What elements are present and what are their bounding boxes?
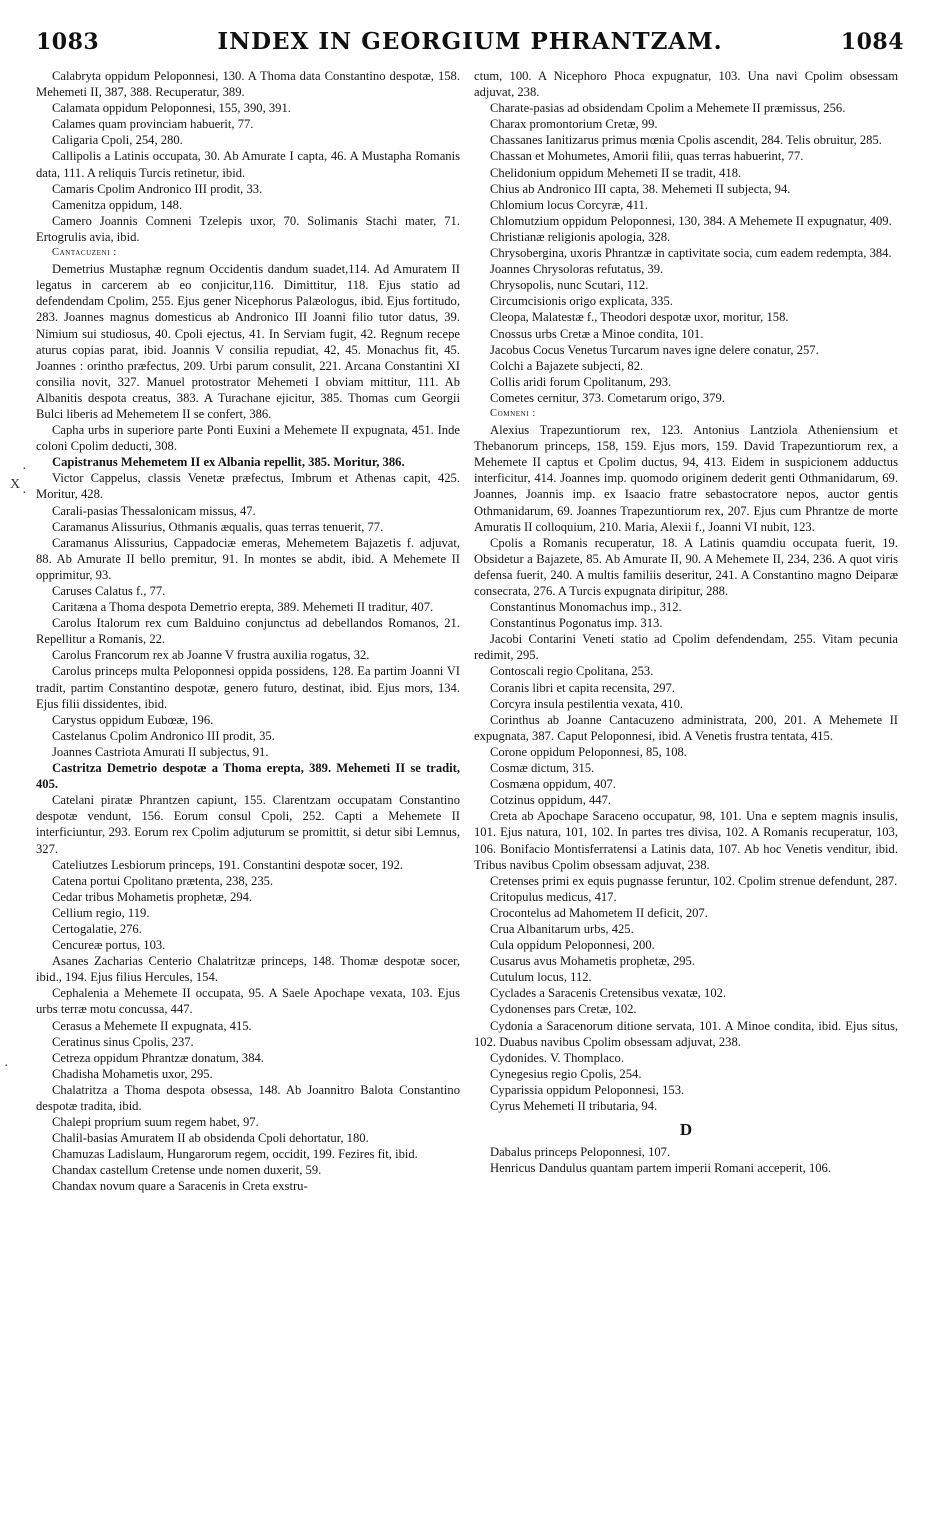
index-entry: ctum, 100. A Nicephoro Phoca expugnatur, 103. Una navi Cpolim obsessam adjuvat, 238. bbox=[474, 69, 898, 100]
index-entry: Cyclades a Saracenis Cretensibus vexatæ, 102. bbox=[490, 986, 727, 1001]
page-number-right: 1084 bbox=[840, 29, 904, 55]
index-entry: Asanes Zacharias Centerio Chalatritzæ princeps, 148. Thomæ despotæ socer, ibid., 194. Ejus filius Hercules, 154. bbox=[36, 954, 460, 985]
section-letter: D bbox=[679, 1120, 693, 1140]
index-section-label: Comneni : bbox=[490, 407, 536, 419]
index-entry: Cleopa, Malatestæ f., Theodori despotæ uxor, moritur, 158. bbox=[490, 310, 789, 325]
index-entry: Cutulum locus, 112. bbox=[490, 970, 592, 985]
index-entry: Henricus Dandulus quantam partem imperii Romani acceperit, 106. bbox=[490, 1161, 831, 1176]
index-entry: Constantinus Monomachus imp., 312. bbox=[490, 600, 682, 615]
index-entry: Cpolis a Romanis recuperatur, 18. A Latinis quamdiu occupata fuerit, 19. Obsidetur a Bajazete, 85. Ab Amurate II, 90. A Mehemete II, 234, 236. A quot viris defensa fuerit, 240. A multis familiis deseritur, 241. A Constantino magno Deiparæ consecrata, 276. A Turcis expugnata diripitur, 288. bbox=[474, 535, 898, 598]
index-entry: Carali-pasias Thessalonicam missus, 47. bbox=[52, 503, 256, 518]
index-entry: Cnossus urbs Cretæ a Minoe condita, 101. bbox=[490, 326, 704, 341]
index-entry: Critopulus medicus, 417. bbox=[490, 889, 617, 904]
index-entry: Cynegesius regio Cpolis, 254. bbox=[490, 1066, 642, 1081]
index-entry: Calames quam provinciam habuerit, 77. bbox=[52, 117, 254, 132]
index-entries-c bbox=[474, 68, 898, 1114]
index-entry: Capha urbs in superiore parte Ponti Euxini a Mehemete II expugnata, 451. Inde coloni Cpolim deducti, 308. bbox=[36, 423, 460, 454]
index-entry: Contoscali regio Cpolitana, 253. bbox=[490, 664, 654, 679]
index-entry: Cydonenses pars Cretæ, 102. bbox=[490, 1002, 637, 1017]
index-entry: Corcyra insula pestilentia vexata, 410. bbox=[490, 696, 684, 711]
index-entry: Chius ab Andronico III capta, 38. Mehemeti II subjecta, 94. bbox=[490, 181, 791, 196]
index-entry: Chandax novum quare a Saracenis in Creta exstru- bbox=[52, 1179, 308, 1194]
index-entry: Corone oppidum Peloponnesi, 85, 108. bbox=[490, 744, 687, 759]
index-entry: Caramanus Alissurius, Cappadociæ emeras, Mehemetem Bajazetis f. adjuvat, 88. Ab Amurate II bello premitur, 91. In montes se abdit, ibid. A Mehemete II opprimitur, 93. bbox=[36, 535, 460, 582]
index-entry: Chandax castellum Cretense unde nomen duxerit, 59. bbox=[52, 1163, 322, 1178]
index-entry: Chlomium locus Corcyræ, 411. bbox=[490, 197, 648, 212]
index-entries-d bbox=[474, 1144, 898, 1176]
index-entry: Dabalus princeps Peloponnesi, 107. bbox=[490, 1145, 671, 1160]
index-entry: Chrysopolis, nunc Scutari, 112. bbox=[490, 278, 649, 293]
index-entry: Cula oppidum Peloponnesi, 200. bbox=[490, 938, 655, 953]
margin-mark: · bbox=[22, 486, 27, 501]
index-section-label: Cantacuzeni : bbox=[52, 247, 117, 259]
index-entry: Collis aridi forum Cpolitanum, 293. bbox=[490, 374, 672, 389]
index-entry: Cydonides. V. Thomplaco. bbox=[490, 1050, 624, 1065]
index-entry: Christianæ religionis apologia, 328. bbox=[490, 229, 671, 244]
index-entry: Cydonia a Saracenorum ditione servata, 101. A Minoe condita, ibid. Ejus situs, 102. Duabus navibus Cpolim obsessam adjuvat, 238. bbox=[474, 1018, 898, 1049]
index-entry: Charax promontorium Cretæ, 99. bbox=[490, 117, 658, 132]
index-entry: Cateliutzes Lesbiorum princeps, 191. Constantini despotæ socer, 192. bbox=[52, 857, 404, 872]
index-entry: Castelanus Cpolim Andronico III prodit, 35. bbox=[52, 728, 275, 743]
index-entry: Caligaria Cpoli, 254, 280. bbox=[52, 133, 183, 148]
index-entry: Catelani piratæ Phrantzen capiunt, 155. Clarentzam occupatam Constantino despotæ vendunt, 156. Eorum consul Cpoli, 252. Capti a Mehemete II interficiuntur, 293. Eorum rex Cpolim adjuturum se promittit, si detur sibi Lemnus, 327. bbox=[36, 793, 460, 856]
index-entry: Cetreza oppidum Phrantzæ donatum, 384. bbox=[52, 1050, 264, 1065]
page-number-left: 1083 bbox=[36, 29, 100, 55]
index-entry: Charate-pasias ad obsidendam Cpolim a Mehemete II præmissus, 256. bbox=[490, 101, 846, 116]
page-header bbox=[36, 28, 904, 62]
index-entry: Creta ab Apochape Saraceno occupatur, 98, 101. Una e septem magnis insulis, 101. Ejus natura, 101, 102. In partes tres divisa, 102. A Romanis recuperatur, 103, 106. Bonifacio Montisferratensi a Latinis data, 107. Ab hoc Venetis venditur, ibid. Tribus navibus Cpolim obsessam adjuvat, 238. bbox=[474, 809, 898, 872]
index-entry: Crua Albanitarum urbs, 425. bbox=[490, 921, 634, 936]
index-entry: Cyparissia oppidum Peloponnesi, 153. bbox=[490, 1082, 685, 1097]
index-entry: Cencureæ portus, 103. bbox=[52, 938, 166, 953]
index-entry: Calabryta oppidum Peloponnesi, 130. A Thoma data Constantino despotæ, 158. Mehemeti II, 387, 388. Recuperatur, 389. bbox=[36, 69, 460, 100]
index-entry: Chlomutzium oppidum Peloponnesi, 130, 384. A Mehemete II expugnatur, 409. bbox=[490, 213, 892, 228]
index-entry: Cedar tribus Mohametis prophetæ, 294. bbox=[52, 889, 253, 904]
index-column-left bbox=[36, 68, 460, 1195]
index-entry: Camaris Cpolim Andronico III prodit, 33. bbox=[52, 181, 263, 196]
index-entry: Carystus oppidum Eubœæ, 196. bbox=[52, 712, 214, 727]
index-entry: Carolus Francorum rex ab Joanne V frustra auxilia rogatus, 32. bbox=[52, 648, 370, 663]
index-entry: Castritza Demetrio despotæ a Thoma erepta, 389. Mehemeti II se tradit, 405. bbox=[36, 761, 460, 792]
index-entry: Cephalenia a Mehemete II occupata, 95. A Saele Apochape vexata, 103. Ejus urbs terræ motu concussa, 447. bbox=[36, 986, 460, 1017]
index-entry: Chadisha Mohametis uxor, 295. bbox=[52, 1066, 213, 1081]
index-entry: Camero Joannis Comneni Tzelepis uxor, 70. Solimanis Stachi mater, 71. Ertogrulis avia, ibid. bbox=[36, 213, 460, 244]
index-entry: Caramanus Alissurius, Othmanis æqualis, quas terras tenuerit, 77. bbox=[52, 519, 384, 534]
margin-mark: · bbox=[4, 1059, 9, 1074]
index-entry: Chalatritza a Thoma despota obsessa, 148. Ab Joannitro Balota Constantino despotæ tradita, ibid. bbox=[36, 1082, 460, 1113]
index-entry: Capistranus Mehemetem II ex Albania repellit, 385. Moritur, 386. bbox=[52, 455, 405, 470]
index-entry: Callipolis a Latinis occupata, 30. Ab Amurate I capta, 46. A Mustapha Romanis data, 111. A reliquis Turcis retinetur, ibid. bbox=[36, 149, 460, 180]
index-entry: Carolus Italorum rex cum Balduino conjunctus ad debellandos Romanos, 21. Repellitur a Romanis, 22. bbox=[36, 616, 460, 647]
index-entry: Cosmæna oppidum, 407. bbox=[490, 777, 616, 792]
index-entry: Cretenses primi ex equis pugnasse feruntur, 102. Cpolim strenue defendunt, 287. bbox=[490, 873, 898, 888]
index-entry: Cosmæ dictum, 315. bbox=[490, 761, 595, 776]
index-entry: Chelidonium oppidum Mehemeti II se tradit, 418. bbox=[490, 165, 742, 180]
index-entry: Carolus princeps multa Peloponnesi oppida possidens, 128. Ea partim Joanni VI tradit, partim Constantino despotæ, genero futuro, destinat, ibid. Ejus mors, 134. Ejus filii dissidentes, ibid. bbox=[36, 664, 460, 711]
index-entry: Calamata oppidum Peloponnesi, 155, 390, 391. bbox=[52, 101, 291, 116]
index-entry: Catena portui Cpolitano prætenta, 238, 235. bbox=[52, 873, 274, 888]
index-entry: Chamuzas Ladislaum, Hungarorum regem, occidit, 199. Fezires fit, ibid. bbox=[52, 1147, 418, 1162]
page-title: INDEX IN GEORGIUM PHRANTZAM. bbox=[217, 28, 723, 55]
index-entry: Jacobi Contarini Veneti statio ad Cpolim defendendam, 255. Vitam pecunia redimit, 295. bbox=[474, 632, 898, 663]
index-entry: Chalepi proprium suum regem habet, 97. bbox=[52, 1115, 259, 1130]
index-entry: Chrysobergina, uxoris Phrantzæ in captivitate socia, cum eadem redempta, 384. bbox=[490, 246, 892, 261]
index-entry: Cotzinus oppidum, 447. bbox=[490, 793, 612, 808]
index-entry: Circumcisionis origo explicata, 335. bbox=[490, 294, 673, 309]
index-entry: Constantinus Pogonatus imp. 313. bbox=[490, 616, 663, 631]
index-entry: Joannes Castriota Amurati II subjectus, 91. bbox=[52, 744, 269, 759]
margin-mark: X bbox=[10, 477, 21, 492]
index-entry: Caritæna a Thoma despota Demetrio erepta, 389. Mehemeti II traditur, 407. bbox=[52, 600, 434, 615]
index-entry: Cometes cernitur, 373. Cometarum origo, 379. bbox=[490, 390, 725, 405]
index-entry: Coranis libri et capita recensita, 297. bbox=[490, 680, 675, 695]
index-entry: Cusarus avus Mohametis prophetæ, 295. bbox=[490, 954, 695, 969]
index-entry: Jacobus Cocus Venetus Turcarum naves igne delere conatur, 257. bbox=[490, 342, 819, 357]
margin-mark: · bbox=[22, 462, 27, 477]
index-entry: Caruses Calatus f., 77. bbox=[52, 584, 166, 598]
index-entry: Demetrius Mustaphæ regnum Occidentis dandum suadet,114. Ad Amuratem II legatus in carcerem ab eo conjicitur,116. Dimittitur, 118. Ejus statio ad defendendam Cpolim, 255. Ejus gener Nicephorus Palæologus, ibid. Ejus fortitudo, 283. Joannes magnus domesticus ab Andronico III Joanni filio tutor datus, 39. Nimium sui studiosus, 40. Cpoli ejectus, 41. In Serviam fugit, 42. Regnum recepe aturus copias parat, ibid. Joannis V consilia repudiat, 42, 45. Monachus fit, 45. Joannes : orintho præfectus, 209. Urbi parum consulit, 221. Arcana Constantini XI consilia novit, 327. Manuel protostrator Mehemeti I obviam mittitur, 111. Ab Albanitis despota creatus, 383. A Turachane ejicitur, 385. Thomas cum Georgii Bulci liberis ad Mehemetem II se confert, 386. bbox=[36, 262, 460, 421]
index-entry: Victor Cappelus, classis Venetæ præfectus, Imbrum et Athenas capit, 425. Moritur, 428. bbox=[36, 471, 460, 502]
index-entry: Cyrus Mehemeti II tributaria, 94. bbox=[490, 1099, 658, 1113]
index-entry: Cerasus a Mehemete II expugnata, 415. bbox=[52, 1018, 252, 1033]
index-entry: Chassan et Mohumetes, Amorii filii, quas terras habuerint, 77. bbox=[490, 149, 804, 164]
index-entry: Camenitza oppidum, 148. bbox=[52, 197, 183, 212]
index-entry: Certogalatie, 276. bbox=[52, 921, 142, 936]
index-entry: Chassanes Ianitizarus primus mœnia Cpolis ascendit, 284. Telis obruitur, 285. bbox=[490, 133, 882, 148]
index-entry: Ceratinus sinus Cpolis, 237. bbox=[52, 1034, 194, 1049]
index-entry: Joannes Chrysoloras refutatus, 39. bbox=[490, 262, 664, 277]
index-column-right bbox=[474, 68, 898, 1176]
index-entry: Alexius Trapezuntiorum rex, 123. Antonius Lantziola Atheniensium et Thebanorum princeps, 158, 159. Ejus mors, 159. David Trapezuntiorum rex, a Mehemete II captus et Cpolim ductus, 94, 413. Eidem in suspicionem adductus interficitur, 414. Joannes imp. quomodo originem dederit genti Othmanidarum, 69. Joannes, Joannis imp. ex Isaacio fratre sebastocratore nepos, auctor gentis Othmanidarum, 69. Joannes Trapezuntiorum rex, 207. Ejus cum Phrantze de morte Amuratis II colloquium, 210. Maria, Alexii f., Joanni VI nubit, 123. bbox=[474, 423, 898, 534]
index-entry: Colchi a Bajazete subjecti, 82. bbox=[490, 358, 644, 373]
index-entry: Chalil-basias Amuratem II ab obsidenda Cpoli dehortatur, 180. bbox=[52, 1131, 369, 1146]
index-entry: Corinthus ab Joanne Cantacuzeno administrata, 200, 201. A Mehemete II expugnata, 387. Caput Peloponnesi, ibid. A Venetis frustra tentata, 415. bbox=[474, 712, 898, 743]
index-entry: Crocontelus ad Mahometem II deficit, 207. bbox=[490, 905, 708, 920]
index-entry: Cellium regio, 119. bbox=[52, 905, 150, 920]
